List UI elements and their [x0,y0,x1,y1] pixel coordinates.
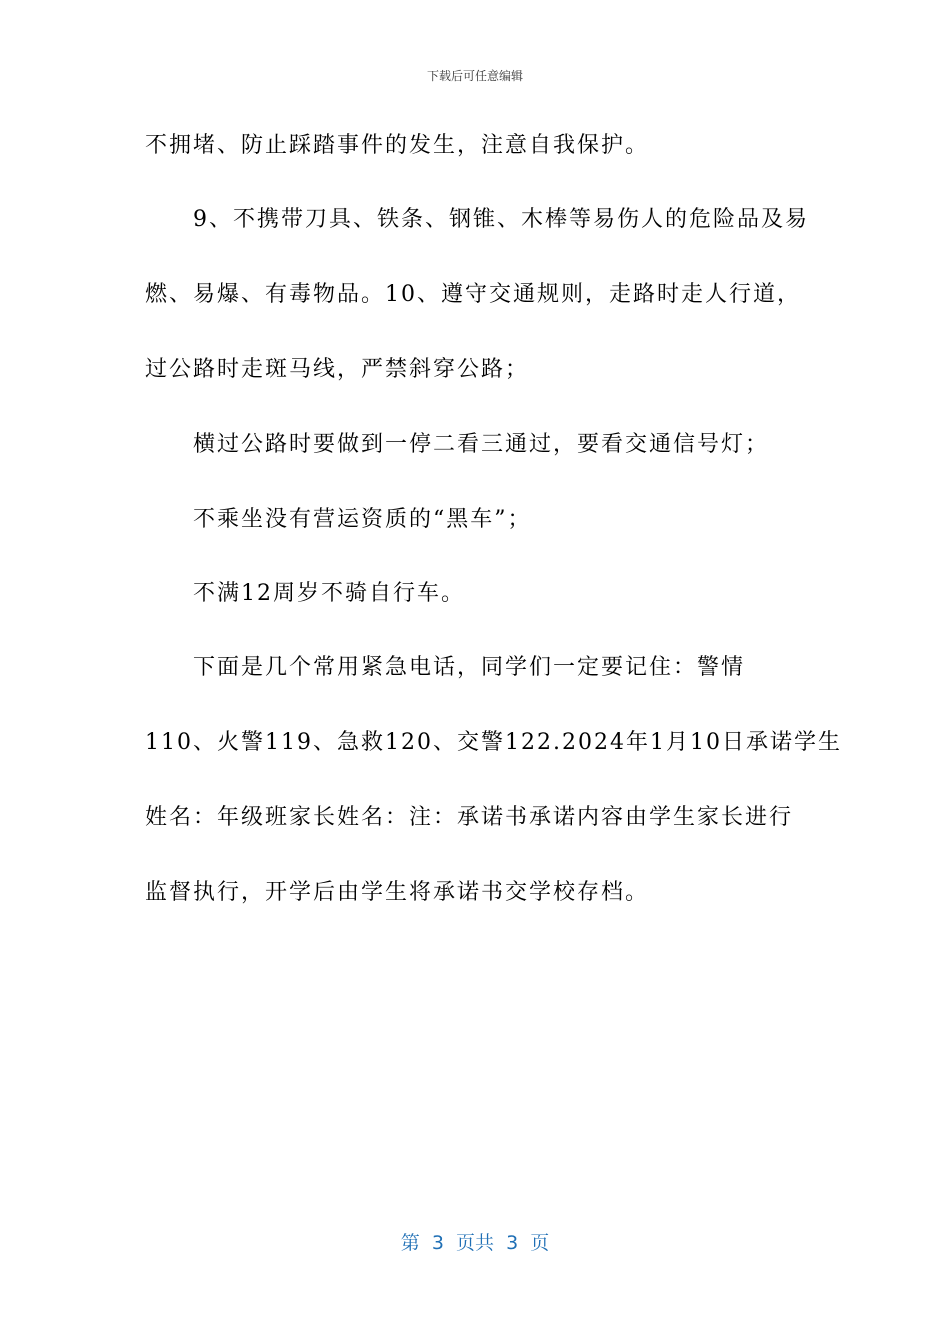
body-line-3: 燃、易爆、有毒物品。10、遵守交通规则，走路时走人行道， [145,282,801,307]
body-line-8: 下面是几个常用紧急电话，同学们一定要记住：警情 [193,655,746,680]
body-line-9: 110、火警119、急救120、交警122.2024年1月10日承诺学生 [145,730,842,755]
body-line-10: 姓名：年级班家长姓名：注：承诺书承诺内容由学生家长进行 [145,805,794,830]
body-line-7: 不满12周岁不骑自行车。 [193,581,465,606]
header-note: 下载后可任意编辑 [426,69,523,83]
body-line-6: 不乘坐没有营运资质的“黑车”； [193,507,532,532]
body-line-11: 监督执行，开学后由学生将承诺书交学校存档。 [145,880,650,905]
body-line-1: 不拥堵、防止踩踏事件的发生，注意自我保护。 [145,133,650,158]
body-line-4: 过公路时走斑马线，严禁斜穿公路； [145,357,530,382]
body-line-2: 9、不携带刀具、铁条、钢锥、木棒等易伤人的危险品及易 [193,207,809,232]
page-number-footer: 第 3 页共 3 页 [400,1232,550,1254]
body-line-5: 横过公路时要做到一停二看三通过，要看交通信号灯； [193,432,770,457]
